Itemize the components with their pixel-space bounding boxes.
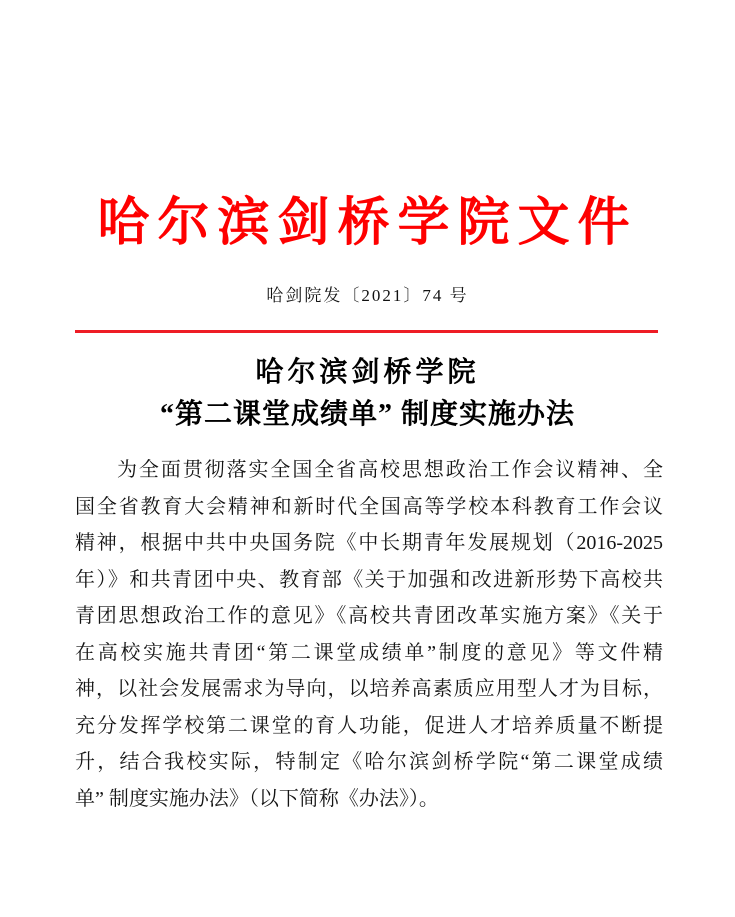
body-line: 为全面贯彻落实全国全省高校思想政治工作会议精神、全 [117, 459, 663, 481]
body-line: 年）》和共青团中央、教育部《关于加强和改进新形势下高校共 [75, 568, 663, 591]
document-title-line2: “第二课堂成绩单” 制度实施办法 [159, 399, 575, 430]
body-line: 青团思想政治工作的意见》《高校共青团改革实施方案》《关于 [75, 605, 663, 627]
body-paragraph [75, 452, 663, 817]
document-title-line1: 哈尔滨剑桥学院 [255, 357, 480, 388]
document-header-title: 哈尔滨剑桥学院文件 [97, 195, 638, 252]
body-line: 神，以社会发展需求为导向，以培养高素质应用型人才为目标， [75, 678, 663, 700]
red-divider-line [75, 330, 658, 333]
body-line: 国全省教育大会精神和新时代全国高等学校本科教育工作会议 [75, 495, 663, 518]
body-line: 精神，根据中共中央国务院《中长期青年发展规划（2016-2025 [75, 532, 663, 554]
body-line: 单” 制度实施办法》（以下简称《办法》）。 [75, 787, 439, 810]
body-line: 升，结合我校实际，特制定《哈尔滨剑桥学院“第二课堂成绩 [75, 751, 663, 773]
body-line: 在高校实施共青团“第二课堂成绩单”制度的意见》等文件精 [75, 641, 663, 664]
document-title [0, 352, 735, 436]
document-number: 哈剑院发〔2021〕74 号 [266, 286, 469, 305]
body-line: 充分发挥学校第二课堂的育人功能，促进人才培养质量不断提 [75, 714, 663, 737]
